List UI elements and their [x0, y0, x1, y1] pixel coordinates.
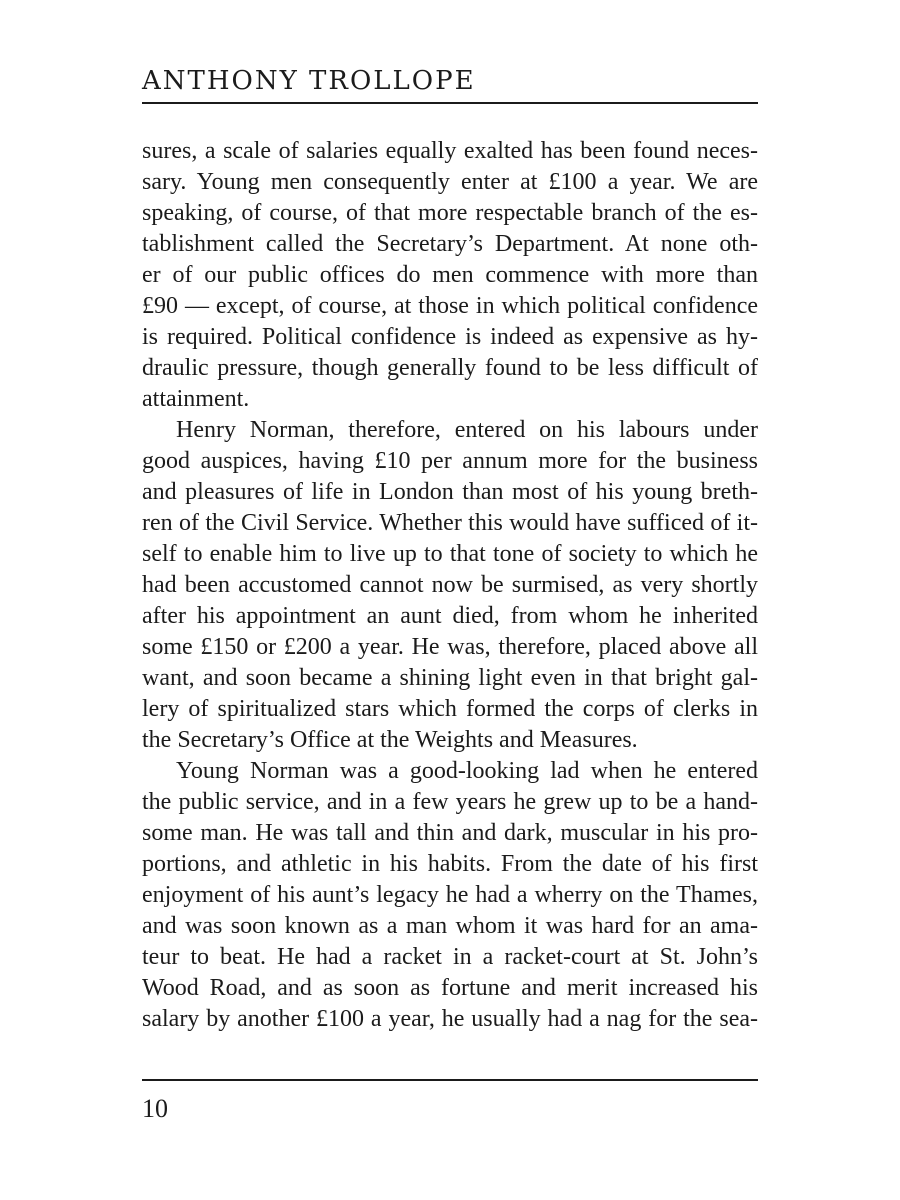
- running-title: ANTHONY TROLLOPE: [142, 66, 476, 96]
- text-line: er of our public offices do men commence with more than: [142, 262, 758, 288]
- text-line: self to enable him to live up to that tone of society to which he: [142, 541, 758, 567]
- text-line: Wood Road, and as soon as fortune and merit increased his: [142, 975, 758, 1001]
- page-number: 10: [142, 1094, 168, 1123]
- text-line: sures, a scale of salaries equally exalted has been found neces-: [142, 138, 758, 164]
- text-line: draulic pressure, though generally found to be less difficult of: [142, 355, 758, 381]
- text-line: good auspices, having £10 per annum more for the business: [142, 448, 758, 474]
- text-line: some man. He was tall and thin and dark, muscular in his pro-: [142, 820, 758, 846]
- text-line: some £150 or £200 a year. He was, therefore, placed above all: [142, 634, 758, 660]
- text-line: after his appointment an aunt died, from whom he inherited: [142, 603, 758, 629]
- text-line: want, and soon became a shining light even in that bright gal-: [142, 665, 758, 691]
- text-line: the Secretary’s Office at the Weights and Measures.: [142, 727, 638, 753]
- text-line: lery of spiritualized stars which formed the corps of clerks in: [142, 696, 758, 722]
- text-line: Henry Norman, therefore, entered on his labours under: [176, 417, 758, 443]
- text-line: £90 — except, of course, at those in which political confidence: [142, 293, 758, 319]
- text-line: had been accustomed cannot now be surmised, as very shortly: [142, 572, 758, 598]
- text-line: tablishment called the Secretary’s Department. At none oth-: [142, 231, 758, 257]
- text-line: is required. Political confidence is indeed as expensive as hy-: [142, 324, 758, 350]
- text-line: ren of the Civil Service. Whether this would have sufficed of it-: [142, 510, 758, 536]
- text-line: salary by another £100 a year, he usually had a nag for the sea-: [142, 1006, 758, 1032]
- text-line: sary. Young men consequently enter at £100 a year. We are: [142, 169, 758, 195]
- text-line: the public service, and in a few years he grew up to be a hand-: [142, 789, 758, 815]
- text-line: enjoyment of his aunt’s legacy he had a wherry on the Thames,: [142, 882, 758, 908]
- running-head: [142, 64, 758, 104]
- text-line: and pleasures of life in London than most of his young breth-: [142, 479, 758, 505]
- text-line: attainment.: [142, 386, 250, 412]
- body-text: [142, 136, 758, 1060]
- text-line: speaking, of course, of that more respectable branch of the es-: [142, 200, 758, 226]
- text-line: Young Norman was a good-looking lad when he entered: [176, 758, 758, 784]
- text-line: and was soon known as a man whom it was hard for an ama-: [142, 913, 758, 939]
- text-line: teur to beat. He had a racket in a racket-court at St. John’s: [142, 944, 758, 970]
- text-line: portions, and athletic in his habits. From the date of his first: [142, 851, 758, 877]
- footer-rule: [142, 1079, 758, 1081]
